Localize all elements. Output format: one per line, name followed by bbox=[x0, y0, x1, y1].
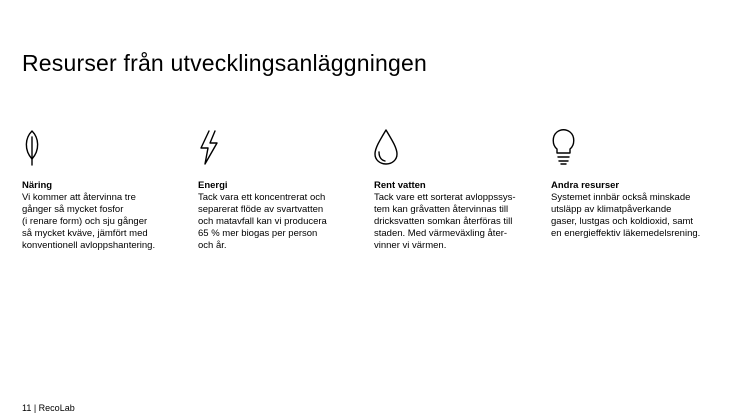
lightning-icon bbox=[198, 128, 228, 166]
column-body: Vi kommer att återvinna tre gånger så mycket fosfor (i renare form) och sju gånger så mycket kväve, jämfört med konventionell avloppshantering. bbox=[22, 192, 156, 251]
column-heading: Energi bbox=[198, 180, 228, 191]
column-body: Systemet innbär också minskade utsläpp av klimatpåverkande gaser, lustgas och koldioxid, samt en energieffektiv läkemedelsrening. bbox=[551, 192, 701, 239]
lightbulb-icon bbox=[551, 128, 581, 166]
column-heading: Andra resurser bbox=[551, 180, 620, 191]
column-body: Tack vara ett koncentrerat och separerat flöde av svartvatten och matavfall kan vi producera 65 % mer biogas per person och år. bbox=[198, 192, 327, 251]
water-drop-icon bbox=[374, 128, 404, 166]
resource-column-naring bbox=[22, 128, 194, 252]
column-body: Tack vare ett sorterat avloppssys- tem kan gråvatten återvinnas till dricksvatten somkan återföras till staden. Med värmeväxling åter- vinner vi värmen. bbox=[374, 192, 516, 251]
page-title: Resurser från utvecklingsanläggningen bbox=[22, 50, 428, 77]
resource-column-andra-resurser bbox=[551, 128, 723, 240]
resource-column-energi bbox=[198, 128, 370, 252]
page-footer: 11 | RecoLab bbox=[22, 403, 75, 413]
column-heading: Näring bbox=[22, 180, 53, 191]
leaf-icon bbox=[22, 128, 52, 166]
resource-columns bbox=[22, 128, 732, 268]
column-heading: Rent vatten bbox=[374, 180, 426, 191]
resource-column-rent-vatten bbox=[374, 128, 546, 252]
